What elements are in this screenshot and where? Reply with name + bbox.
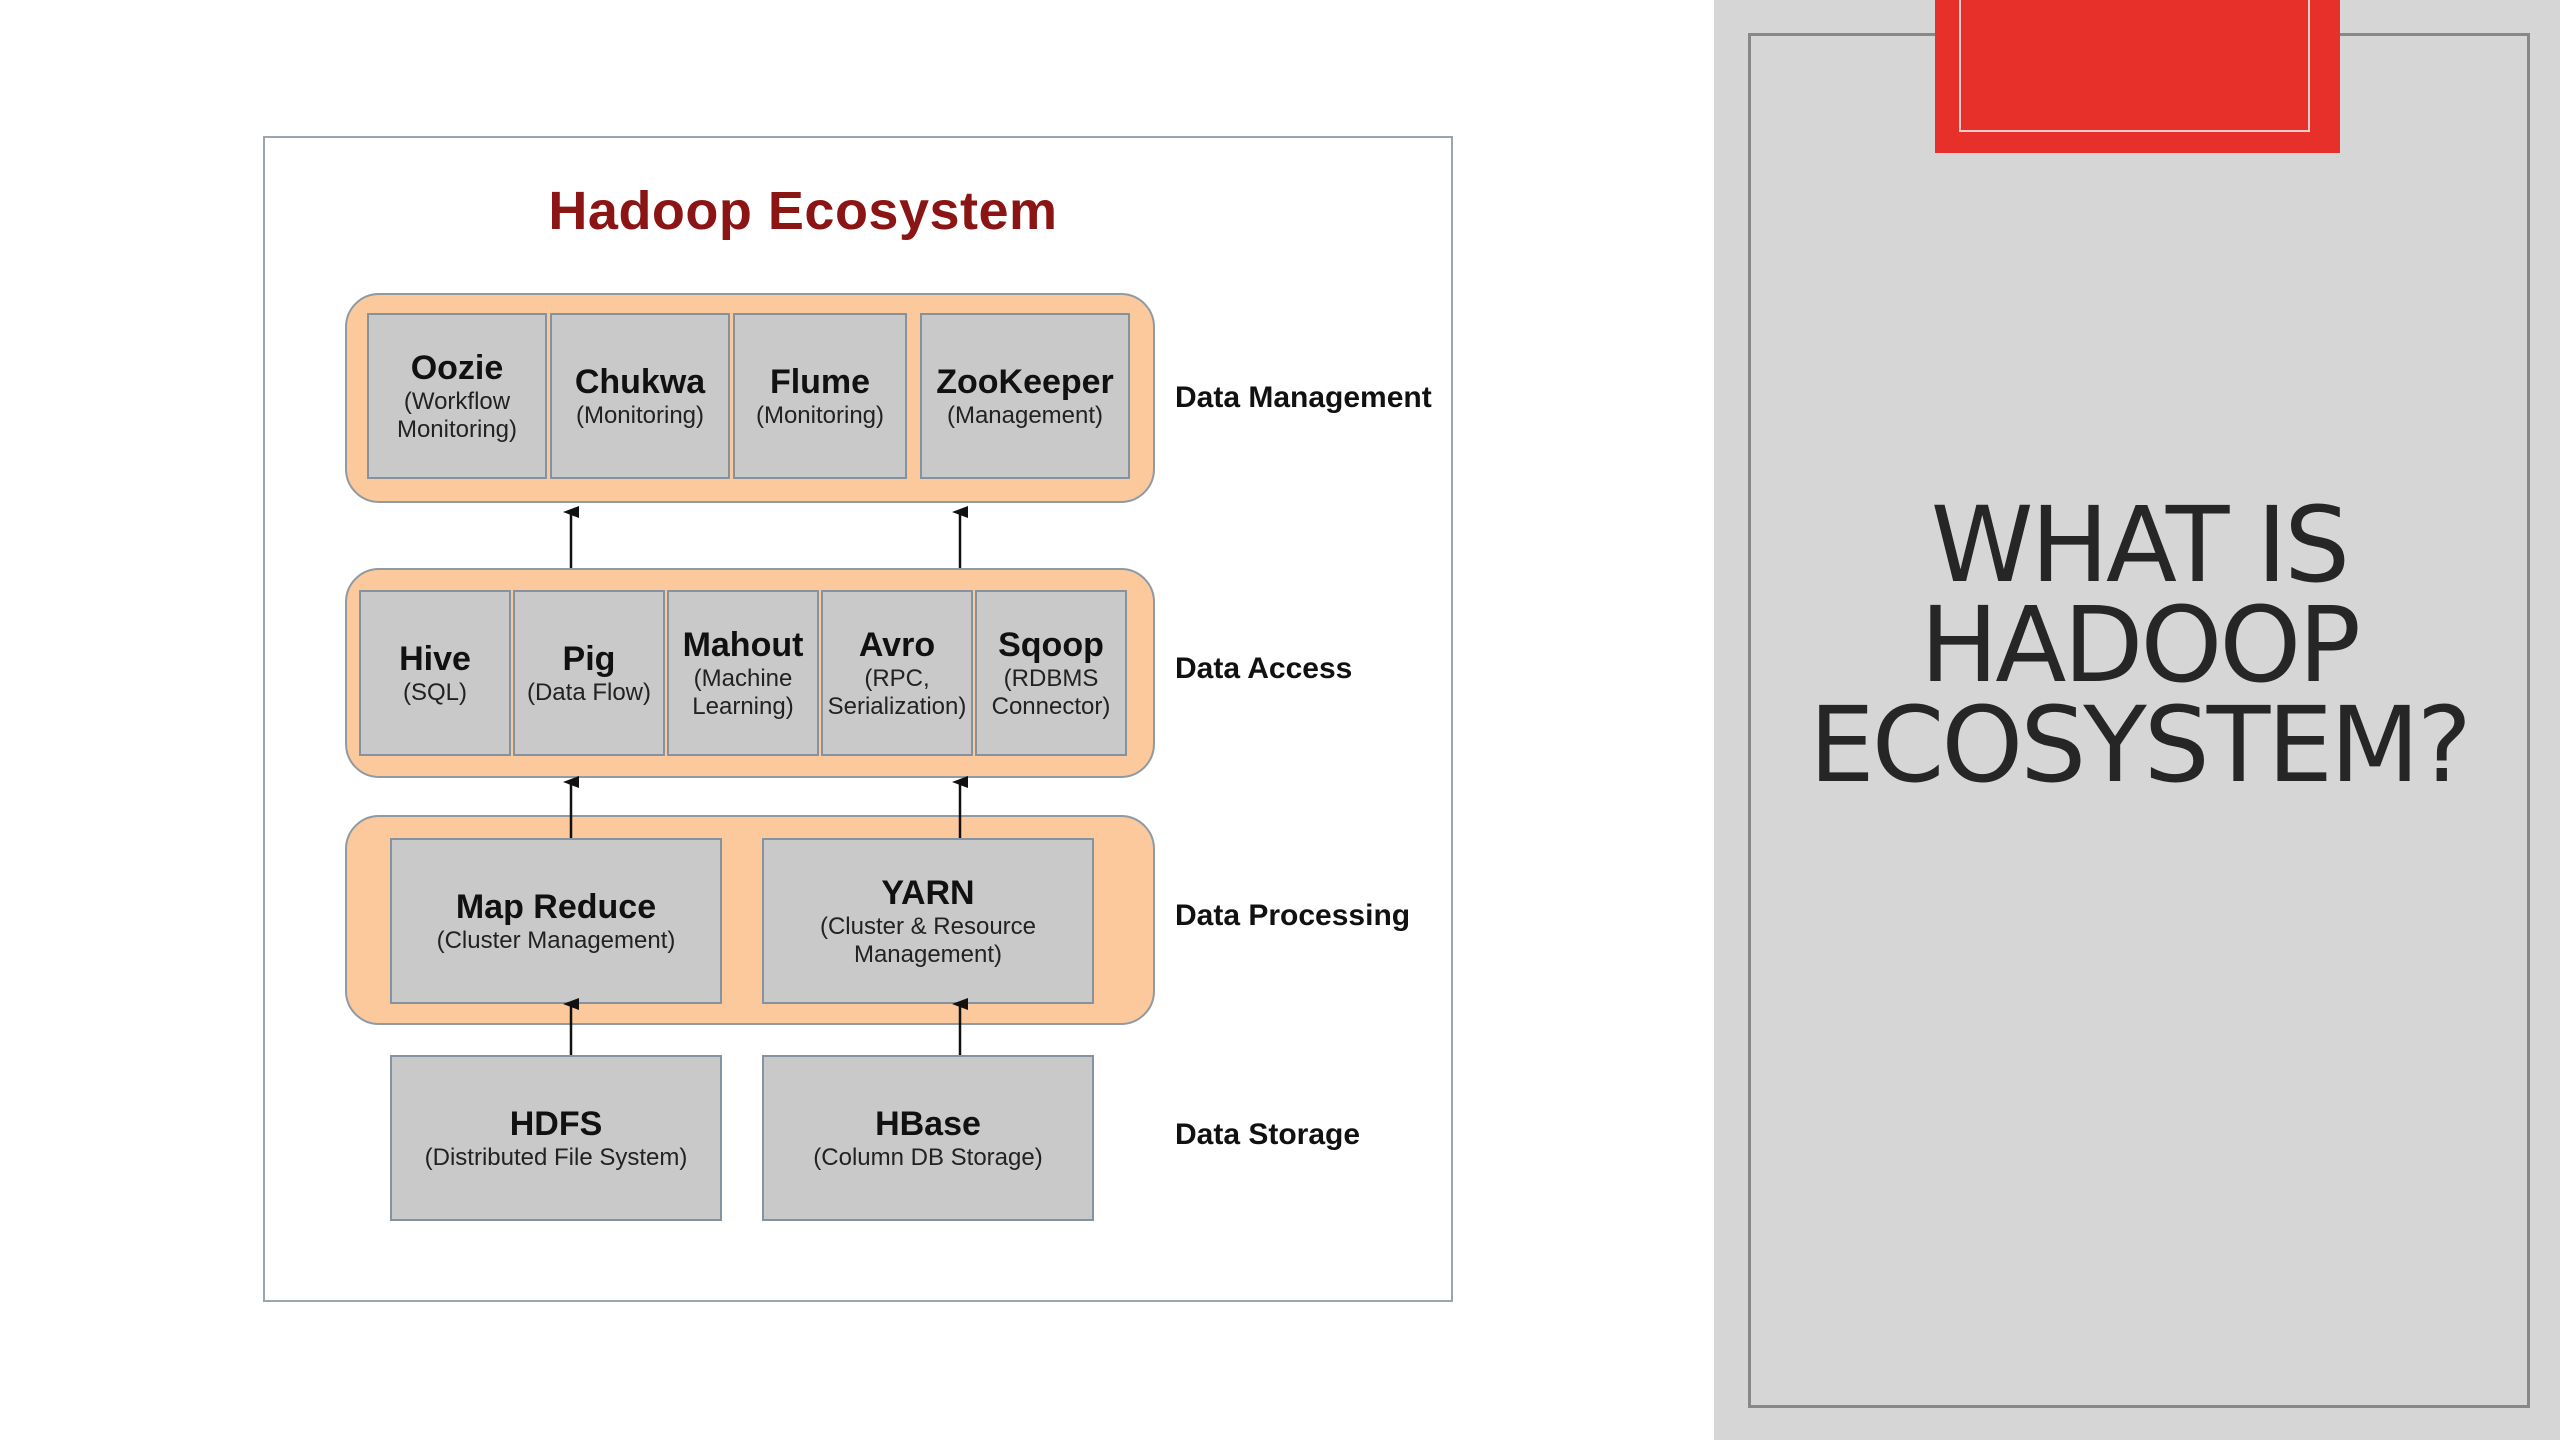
layer-label-management: Data Management (1175, 381, 1432, 414)
box-desc: (Machine Learning) (692, 665, 794, 720)
slide-title-line-2: HADOOP (1920, 584, 2358, 706)
box-desc: (Cluster Management) (436, 927, 676, 954)
slide-title (1748, 484, 2530, 806)
box-name: Sqoop (998, 626, 1104, 664)
layer-label-storage: Data Storage (1175, 1118, 1361, 1151)
box-desc: (Management) (946, 402, 1104, 429)
slide-title-line-1: WHAT IS (1930, 484, 2348, 606)
diagram-title: Hadoop Ecosystem (548, 181, 1058, 241)
slide-title-line-3: ECOSYSTEM? (1809, 684, 2469, 806)
box-name: Avro (858, 626, 936, 664)
box-desc: (RDBMS Connector) (991, 665, 1111, 720)
box-name: Chukwa (574, 363, 706, 401)
box-desc: (Monitoring) (575, 402, 705, 429)
layer-label-processing: Data Processing (1175, 899, 1411, 932)
box-name: HDFS (509, 1105, 603, 1143)
box-desc: (Cluster & Resource Management) (819, 913, 1037, 968)
box-desc: (Distributed File System) (424, 1144, 688, 1171)
box-name: Hive (399, 640, 471, 678)
box-desc: (Monitoring) (755, 402, 885, 429)
box-name: Pig (562, 640, 616, 678)
layer-label-access: Data Access (1175, 652, 1353, 685)
box-name: Map Reduce (455, 888, 657, 926)
box-name: YARN (881, 874, 975, 912)
box-name: Oozie (410, 349, 504, 387)
accent-tab-border (1959, 0, 2310, 132)
box-name: HBase (875, 1105, 981, 1143)
box-name: Flume (769, 363, 871, 401)
box-name: ZooKeeper (936, 363, 1114, 401)
box-name: Mahout (682, 626, 804, 664)
box-desc: (Column DB Storage) (813, 1144, 1043, 1171)
accent-tab (1935, 0, 2340, 153)
box-desc: (RPC, Serialization) (827, 665, 967, 720)
box-desc: (SQL) (402, 679, 467, 706)
box-desc: (Workflow Monitoring) (396, 388, 518, 443)
box-desc: (Data Flow) (526, 679, 652, 706)
